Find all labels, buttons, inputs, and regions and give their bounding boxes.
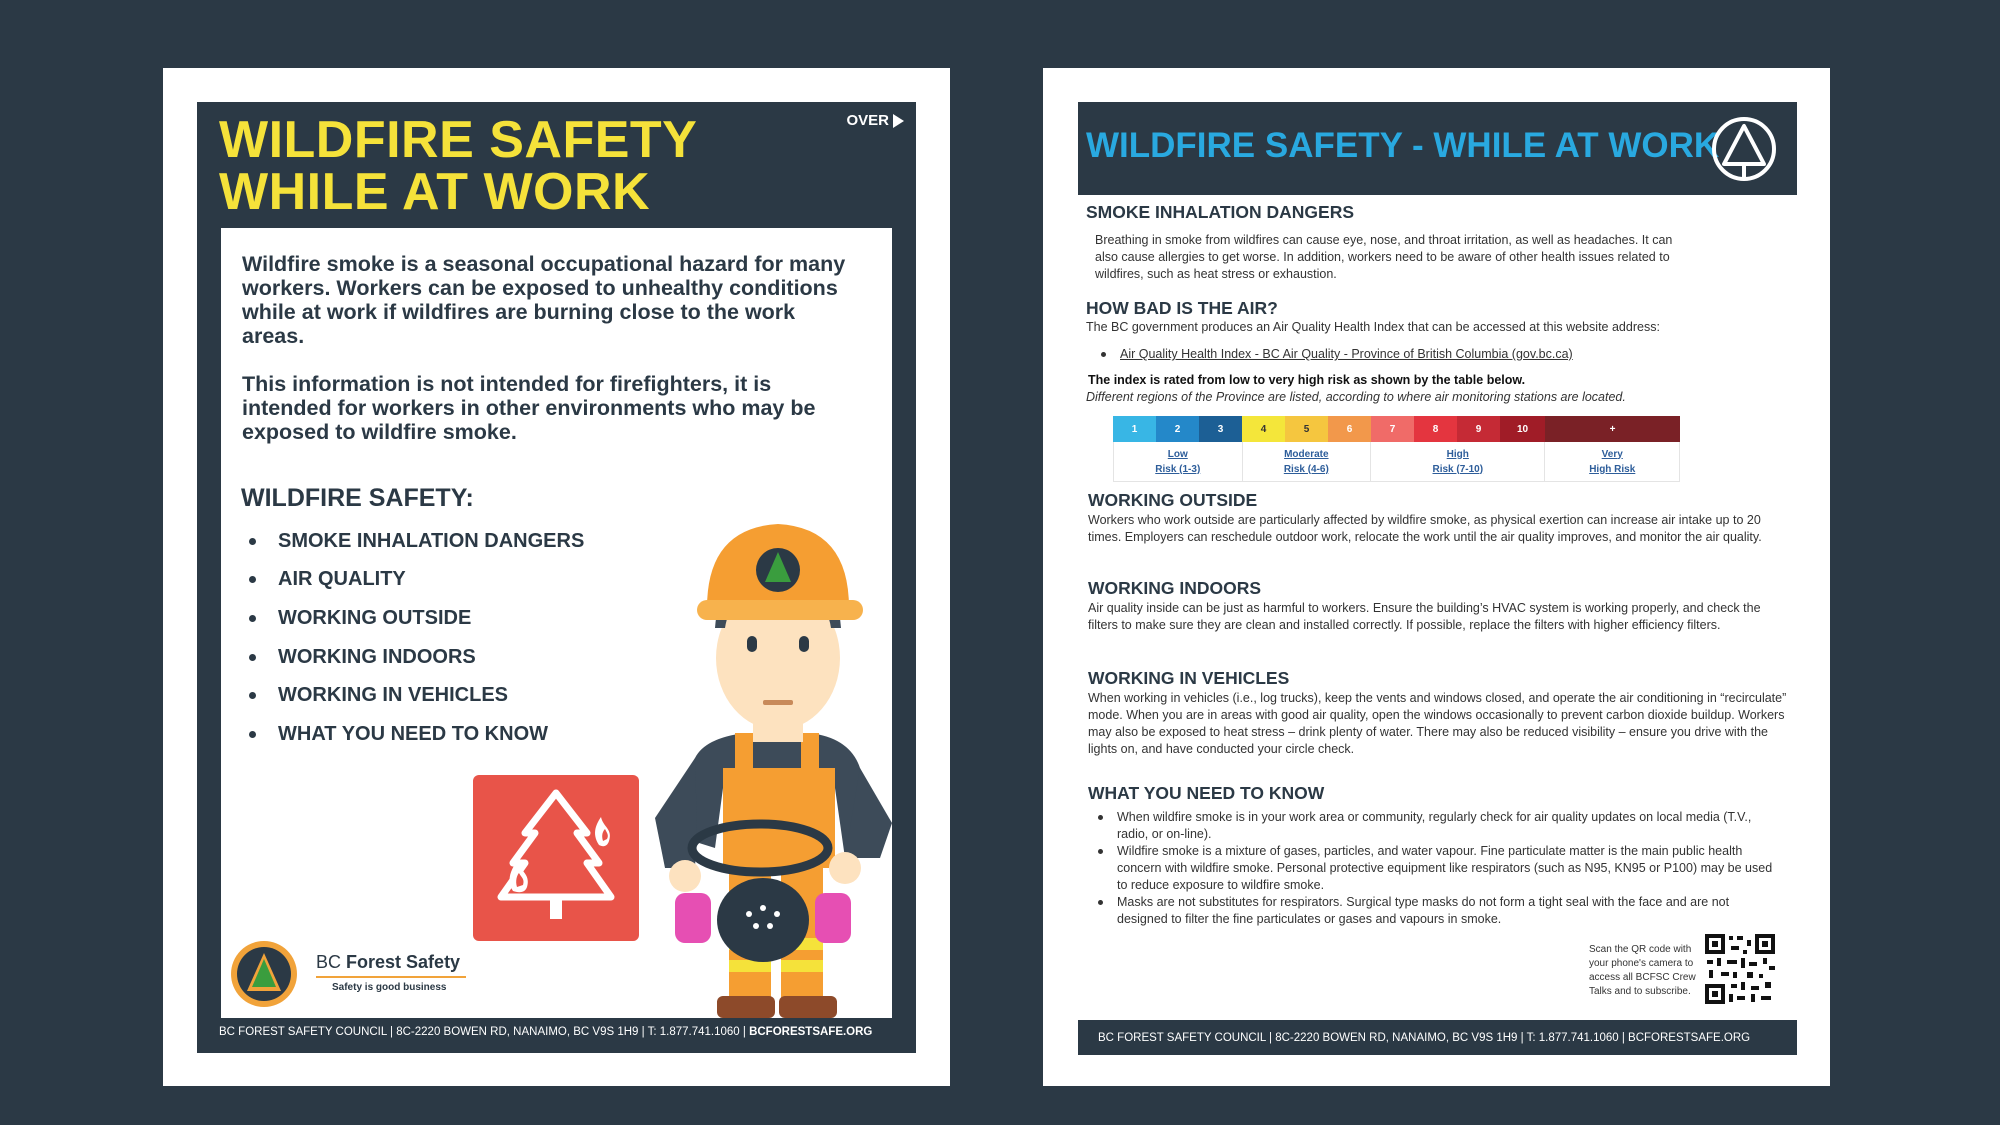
front-frame [197,102,916,1053]
list-item: SMOKE INHALATION DANGERS [249,522,584,561]
list-item: Masks are not substitutes for respirators. Surgical type masks do not form a tight seal with the face and are not designed to filter the fine particulates or gases and vapours in smoke. [1098,894,1774,928]
indoors-heading: WORKING INDOORS [1088,578,1262,598]
play-arrow-icon [893,114,904,128]
list-item: Wildfire smoke is a mixture of gases, particles, and water vapour. Fine particulate matter is the main public health concern with wildfire smoke. Personal protective equipment like respirators (such as N95, KN95 or P100) may be used to reduce exposure to wildfire smoke. [1098,843,1774,894]
bullet-icon [1098,849,1103,854]
know-heading: WHAT YOU NEED TO KNOW [1088,783,1325,803]
back-page [1043,68,1830,1086]
intro-paragraph-2: This information is not intended for firefighters, it is intended for workers in other environments who may be exposed to wildfire smoke. [242,372,816,444]
bullet-icon [249,538,256,545]
logo-wordmark [316,952,466,993]
indoors-text: Air quality inside can be just as harmful to workers. Ensure the building’s HVAC system is working properly, and check the filters to make sure they are clean and installed correctly. If possible, replace the filters with higher efficiency filters. [1088,601,1761,632]
bullet-icon [1101,352,1106,357]
risk-category-label[interactable]: Low Risk (1-3) [1114,442,1243,481]
risk-level-cell: 3 [1199,416,1242,442]
intro-paragraph-1: Wildfire smoke is a seasonal occupational hazard for many workers. Workers can be exposed to unhealthy conditions while at work if wildfires are burning close to the work areas. [242,252,846,348]
bullet-icon [249,654,256,661]
risk-level-cell: 10 [1500,416,1545,442]
wildfire-safety-heading: WILDFIRE SAFETY: [241,484,474,512]
front-footer-site[interactable]: BCFORESTSAFE.ORG [749,1026,873,1038]
front-page [163,68,950,1086]
aqhi-link[interactable]: Air Quality Health Index - BC Air Quality - Province of British Columbia (gov.bc.ca) [1120,347,1573,361]
risk-level-cell: 5 [1285,416,1328,442]
front-footer [219,1026,872,1038]
bcfsc-logo [229,939,299,1009]
front-footer-text: BC FOREST SAFETY COUNCIL | 8C-2220 BOWEN RD, NANAIMO, BC V9S 1H9 | T: 1.877.741.1060 | [219,1026,750,1038]
risk-category-label[interactable]: High Risk (7-10) [1371,442,1545,481]
over-indicator [846,112,904,129]
bullet-icon [249,615,256,622]
back-header [1078,102,1797,195]
outside-heading: WORKING OUTSIDE [1088,490,1258,510]
front-title-line1: WILDFIRE SAFETY [219,111,698,169]
smoke-heading: SMOKE INHALATION DANGERS [1086,202,1355,222]
bullet-icon [249,692,256,699]
risk-level-cell: + [1545,416,1680,442]
logo-name: BC Forest Safety [316,952,461,972]
risk-scale [1113,416,1680,442]
smoke-text: Breathing in smoke from wildfires can cause eye, nose, and throat irritation, as well as headaches. It can also cause allergies to get worse. In addition, workers need to be aware of other health issues related to wildfires, such as heat stress or exhaustion. [1095,233,1673,281]
intro-text [242,252,862,444]
list-item: WORKING OUTSIDE [249,599,584,638]
over-label: OVER [846,112,889,129]
bcfsc-emblem-icon [1711,116,1777,182]
list-item: When wildfire smoke is in your work area or community, regularly check for air quality updates on local media (T.V., radio, or on-line). [1098,809,1774,843]
front-title [219,111,698,221]
list-item: WORKING IN VEHICLES [249,676,584,715]
logo-tagline: Safety is good business [332,982,447,993]
risk-category-label[interactable]: Very High Risk [1589,448,1636,475]
back-title: WILDFIRE SAFETY - WHILE AT WORK [1086,126,1720,165]
air-text: The BC government produces an Air Quality Health Index that can be accessed at this website address: [1086,320,1660,334]
vehicles-heading: WORKING IN VEHICLES [1088,668,1290,688]
air-link-item [1101,346,1781,363]
vehicles-text: When working in vehicles (i.e., log trucks), keep the vents and windows closed, and operate the air conditioning in “recirculate” mode. When you are in areas with good air quality, open the windows occasionally to prevent carbon dioxide buildup. Workers may also be exposed to heat stress – drink plenty of water. There may also be reduced visibility – ensure you drive with the lights on, and have conducted your circle check. [1088,691,1787,756]
qr-code-icon[interactable] [1703,932,1777,1006]
outside-text: Workers who work outside are particularly affected by wildfire smoke, as physical exertion can increase air intake up to 20 times. Employers can reschedule outdoor work, relocate the work until the air quality improves, and monitor the air quality. [1088,513,1762,544]
list-item: AIR QUALITY [249,561,584,600]
risk-category-label[interactable]: Moderate Risk (4-6) [1243,442,1372,481]
bullet-icon [1098,900,1103,905]
list-item: WORKING INDOORS [249,638,584,677]
air-heading: HOW BAD IS THE AIR? [1086,298,1278,318]
list-item: WHAT YOU NEED TO KNOW [249,715,584,754]
risk-categories [1113,442,1680,482]
qr-instructions: Scan the QR code with your phone's camera to access all BCFSC Crew Talks and to subscribe. [1589,944,1696,997]
front-title-line2: WHILE AT WORK [219,163,651,221]
risk-level-cell: 8 [1414,416,1457,442]
forest-fire-icon [473,775,639,941]
aqhi-risk-table [1113,416,1680,482]
risk-level-cell: 1 [1113,416,1156,442]
index-note-bold: The index is rated from low to very high risk as shown by the table below. [1088,373,1526,387]
risk-level-cell: 9 [1457,416,1500,442]
front-body [221,228,892,1018]
topic-list [249,522,584,754]
bullet-icon [249,731,256,738]
worker-illustration [635,428,892,1018]
bullet-icon [249,576,256,583]
risk-level-cell: 6 [1328,416,1371,442]
logo-divider [316,976,466,978]
risk-level-cell: 2 [1156,416,1199,442]
risk-level-cell: 7 [1371,416,1414,442]
bullet-icon [1098,815,1103,820]
index-note-italic: Different regions of the Province are listed, according to where air monitoring stations are located. [1086,390,1626,404]
back-footer: BC FOREST SAFETY COUNCIL | 8C-2220 BOWEN RD, NANAIMO, BC V9S 1H9 | T: 1.877.741.1060 | BCFORESTSAFE.ORG [1078,1020,1797,1055]
risk-level-cell: 4 [1242,416,1285,442]
